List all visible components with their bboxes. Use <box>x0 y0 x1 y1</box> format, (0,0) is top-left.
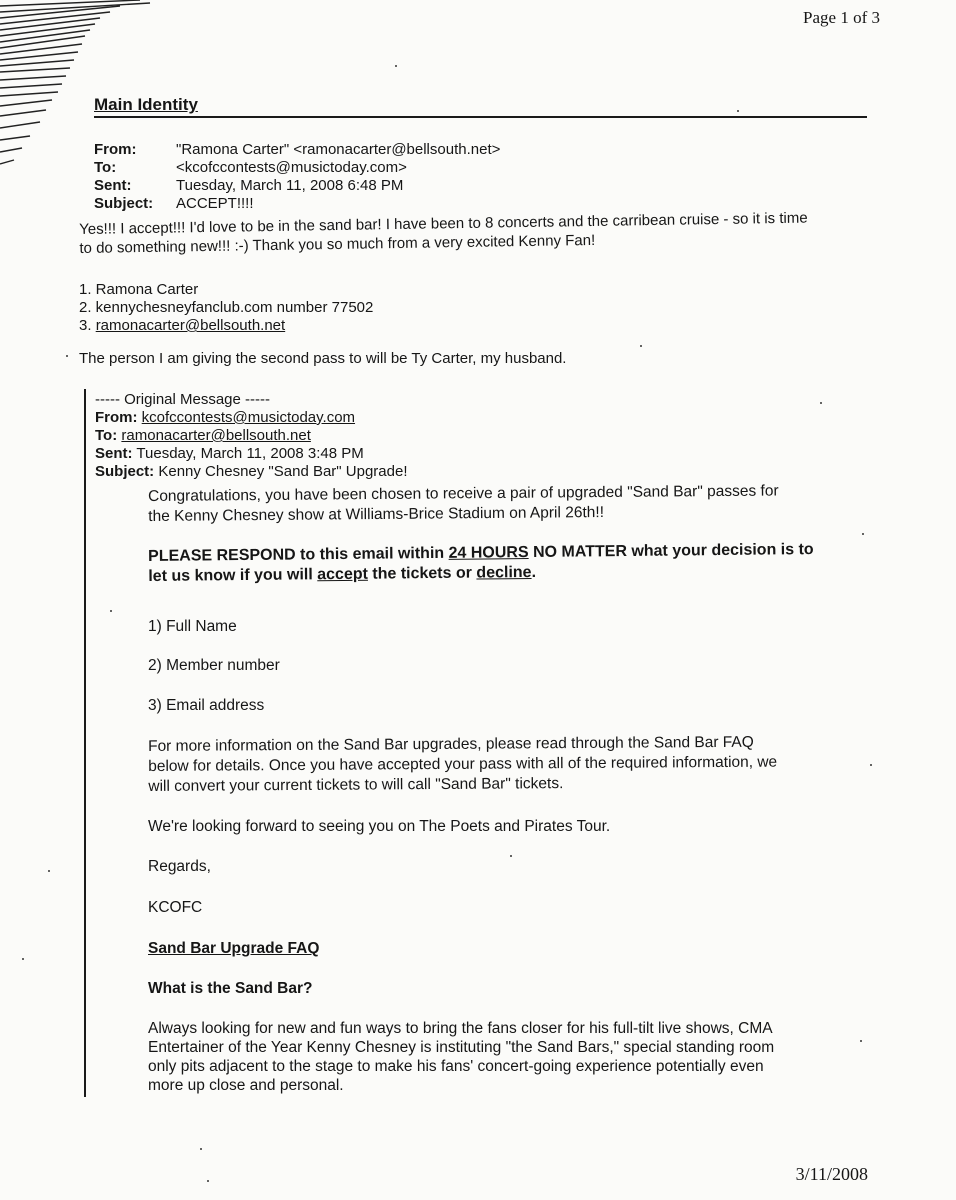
original-from-link[interactable]: kcofccontests@musictoday.com <box>141 409 356 426</box>
scan-speck <box>870 764 872 766</box>
scan-speck <box>200 1148 202 1150</box>
reply-line-1: Yes!!! I accept!!! I'd love to be in the sand bar! I have been to 8 concerts and the carribean cruise - so it is time <box>79 209 808 238</box>
to-value: <kcofccontests@musictoday.com> <box>176 159 407 176</box>
original-to-label: To: <box>95 427 118 444</box>
respond-text: NO MATTER what your decision is to <box>528 541 814 562</box>
scan-speck <box>862 533 864 535</box>
respond-text: . <box>531 563 537 581</box>
to-row <box>94 159 500 177</box>
accept-word: accept <box>317 565 368 584</box>
quoted-message <box>84 389 886 1097</box>
original-subject-value: Kenny Chesney "Sand Bar" Upgrade! <box>158 463 408 480</box>
reply-paragraph <box>79 207 879 258</box>
from-value: "Ramona Carter" <ramonacarter@bellsouth.net> <box>176 141 501 158</box>
subject-row <box>94 195 500 213</box>
congrats-paragraph <box>148 480 893 526</box>
original-sent-value: Tuesday, March 11, 2008 3:48 PM <box>136 445 364 462</box>
scan-speck <box>66 355 68 357</box>
scan-speck <box>110 610 112 612</box>
info-line: For more information on the Sand Bar upgrades, please read through the Sand Bar FAQ <box>148 733 754 755</box>
sent-row <box>94 177 500 195</box>
identity-title: Main Identity <box>94 95 198 114</box>
page-number: Page 1 of 3 <box>803 8 880 27</box>
original-from-row <box>95 409 408 427</box>
info-line: will convert your current tickets to will call "Sand Bar" tickets. <box>148 775 564 795</box>
scan-speck <box>395 65 397 67</box>
info-paragraph <box>148 732 893 797</box>
reply-list <box>79 281 373 335</box>
faq-answer-line: more up close and personal. <box>148 1077 344 1094</box>
scan-speck <box>737 110 739 112</box>
respond-text: PLEASE RESPOND to this email within <box>148 544 449 565</box>
subject-label: Subject: <box>94 195 154 212</box>
list-item <box>79 317 373 335</box>
email-headers <box>94 141 500 213</box>
forward-line: We're looking forward to seeing you on The Poets and Pirates Tour. <box>148 818 611 835</box>
respond-notice <box>148 539 893 587</box>
from-row <box>94 141 500 159</box>
respond-deadline: 24 HOURS <box>448 544 529 562</box>
decline-word: decline <box>476 563 532 582</box>
faq-answer <box>148 1019 878 1095</box>
second-pass-note: The person I am giving the second pass to will be Ty Carter, my husband. <box>79 350 567 367</box>
regards-line: Regards, <box>148 858 211 875</box>
respond-text: let us know if you will <box>148 566 318 585</box>
faq-question: What is the Sand Bar? <box>148 980 313 997</box>
faq-answer-line: Always looking for new and fun ways to bring the fans closer for his full-tilt live shows, CMA <box>148 1020 773 1037</box>
scan-speck <box>207 1180 209 1182</box>
scan-speck <box>48 870 50 872</box>
original-to-link[interactable]: ramonacarter@bellsouth.net <box>121 427 311 444</box>
sent-label: Sent: <box>94 177 132 194</box>
required-item-name: 1) Full Name <box>148 618 237 635</box>
required-item-email: 3) Email address <box>148 697 265 714</box>
scan-speck <box>22 958 24 960</box>
reply-line-2: to do something new!!! :-) Thank you so much from a very excited Kenny Fan! <box>79 231 596 257</box>
list-item: 1. Ramona Carter <box>79 281 199 298</box>
faq-answer-line: Entertainer of the Year Kenny Chesney is instituting "the Sand Bars," special standing room <box>148 1039 775 1056</box>
to-label: To: <box>94 159 117 176</box>
print-date: 3/11/2008 <box>795 1164 868 1184</box>
original-message-header: ----- Original Message ----- <box>95 391 271 408</box>
congrats-line: Congratulations, you have been chosen to receive a pair of upgraded "Sand Bar" passes for <box>148 482 779 505</box>
identity-divider <box>94 116 867 118</box>
original-subject-row <box>95 463 408 481</box>
original-from-label: From: <box>95 409 138 426</box>
original-subject-label: Subject: <box>95 463 155 480</box>
faq-answer-line: only pits adjacent to the stage to make his fans' concert-going experience potentially even <box>148 1058 764 1075</box>
from-label: From: <box>94 141 137 158</box>
original-sent-label: Sent: <box>95 445 133 462</box>
original-sent-row <box>95 445 408 463</box>
scan-speck <box>820 402 822 404</box>
sent-value: Tuesday, March 11, 2008 6:48 PM <box>176 177 404 194</box>
congrats-line: the Kenny Chesney show at Williams-Brice Stadium on April 26th!! <box>148 504 605 525</box>
email-link[interactable]: ramonacarter@bellsouth.net <box>95 317 286 334</box>
info-line: below for details. Once you have accepted your pass with all of the required information, we <box>148 753 778 775</box>
list-item: 2. kennychesneyfanclub.com number 77502 <box>79 299 374 316</box>
original-to-row <box>95 427 408 445</box>
subject-value: ACCEPT!!!! <box>176 195 254 212</box>
required-item-member: 2) Member number <box>148 657 280 674</box>
scan-speck <box>860 1040 862 1042</box>
faq-title: Sand Bar Upgrade FAQ <box>148 940 320 957</box>
signature: KCOFC <box>148 899 203 916</box>
list-item-prefix: 3. <box>79 317 96 334</box>
original-headers <box>95 391 408 481</box>
scan-speck <box>640 345 642 347</box>
scan-speck <box>510 855 512 857</box>
respond-text: the tickets or <box>367 564 477 583</box>
